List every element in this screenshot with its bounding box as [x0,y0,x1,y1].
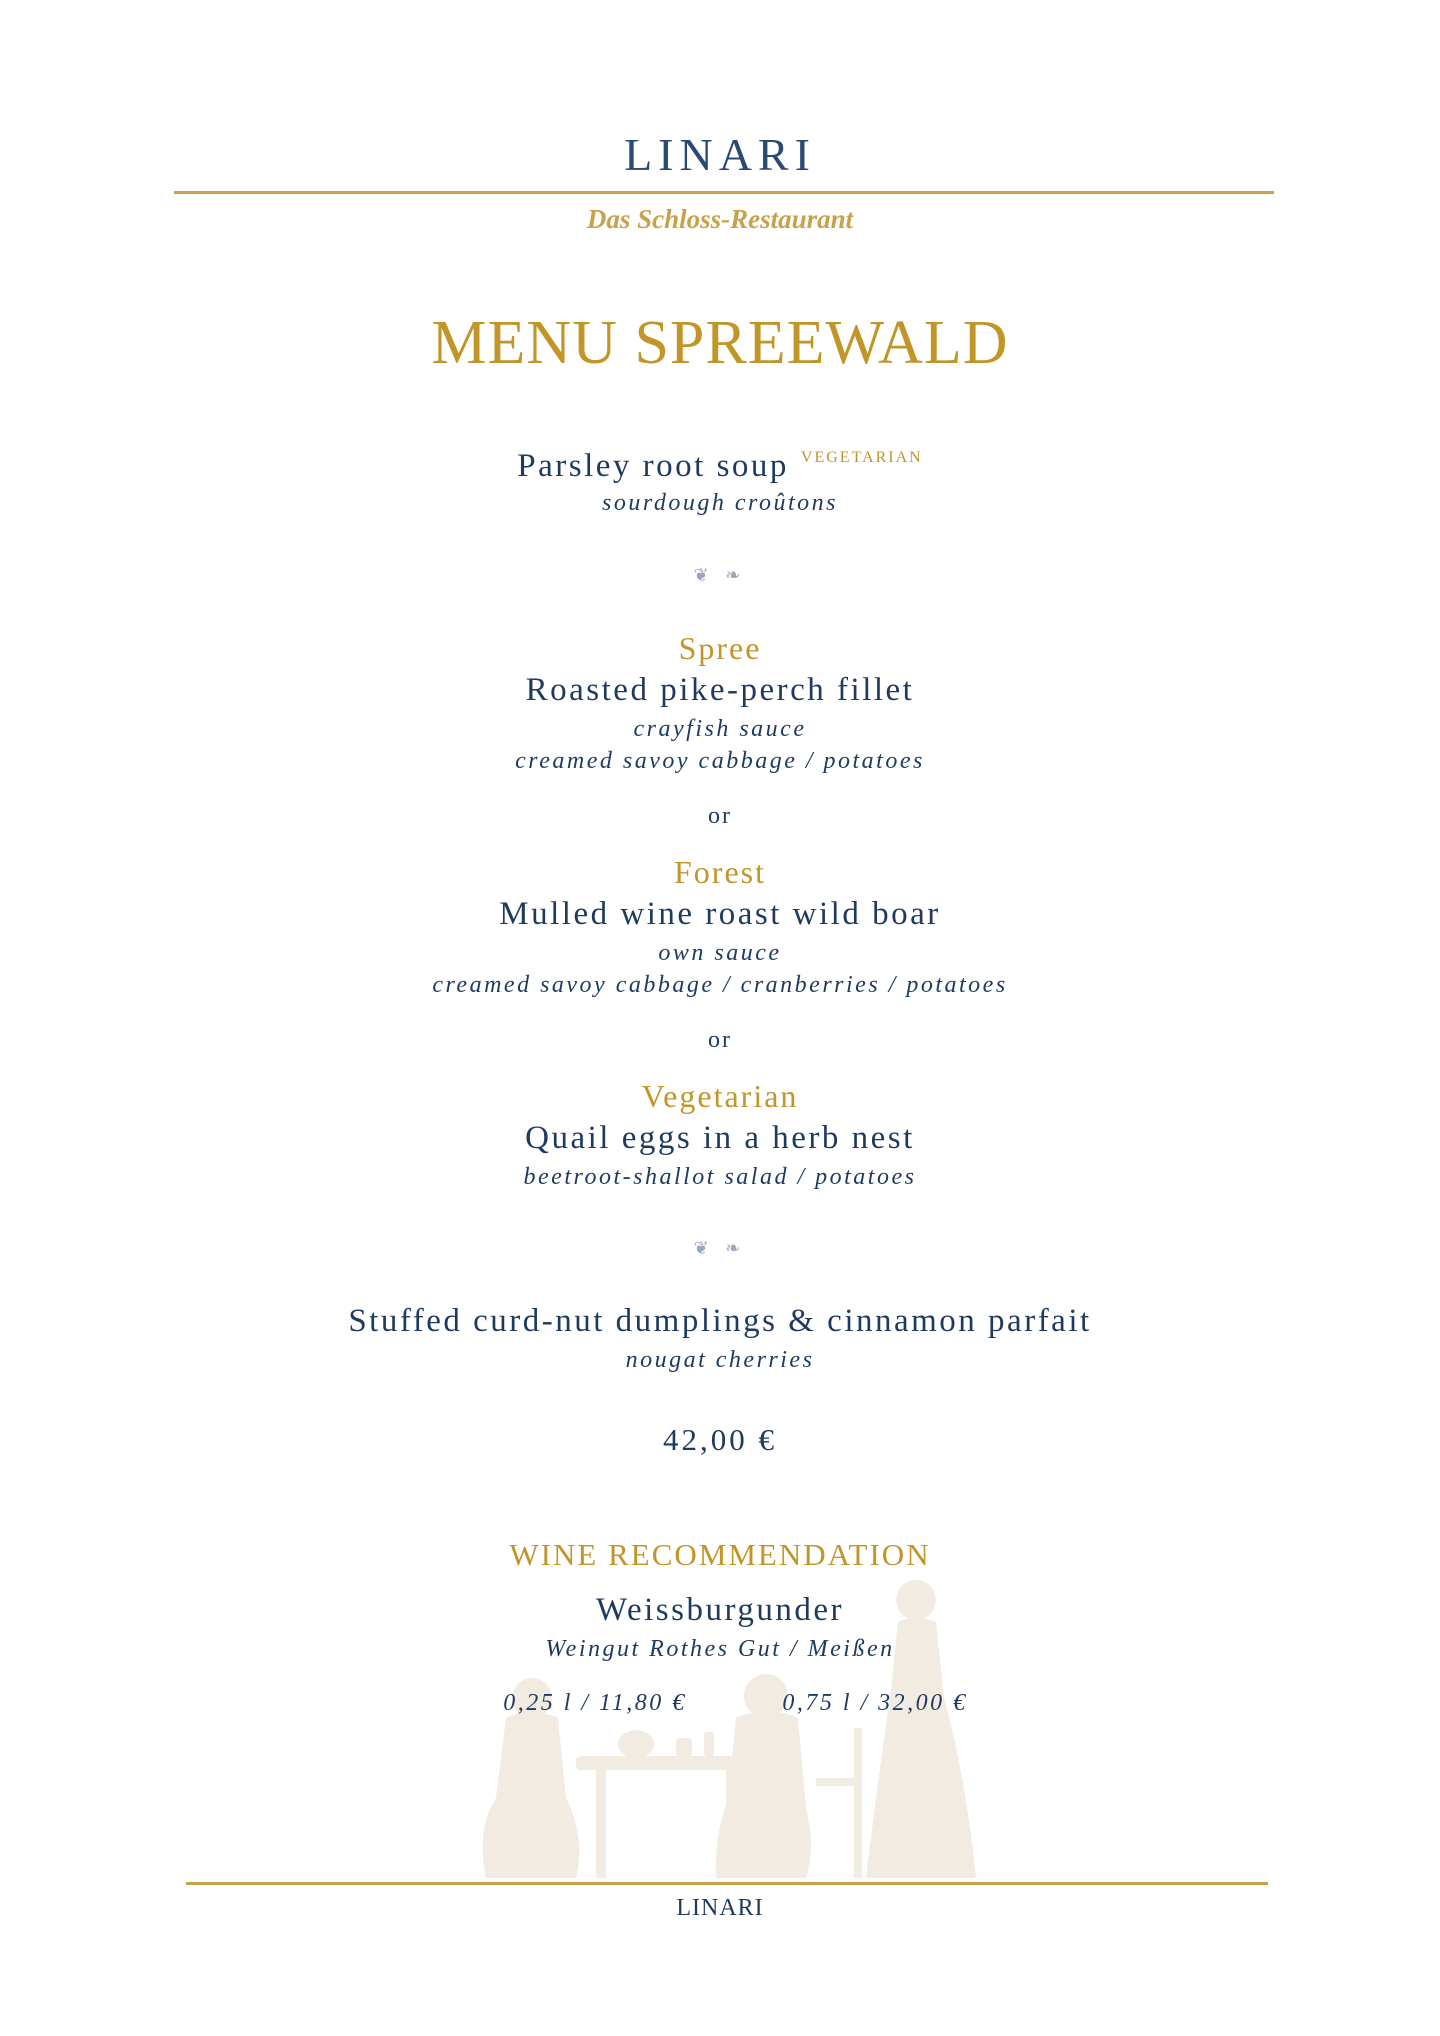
starter-heading [0,448,1440,485]
or-separator: or [708,1027,732,1053]
or-separator: or [708,803,732,829]
menu-price: 42,00 € [663,1422,777,1457]
wine-glass-price: 0,25 l / 11,80 € [503,1690,687,1716]
ornament-divider-2: ❦ ❧ [693,1238,747,1258]
header-divider [174,191,1274,194]
menu-title: MENU SPREEWALD [431,309,1009,377]
main-dish-name: Roasted pike-perch fillet [525,672,915,708]
wine-recommendation-heading: WINE RECOMMENDATION [509,1537,931,1572]
main-dish-description: crayfish sauce [633,716,807,742]
main-dish-description: creamed savoy cabbage / potatoes [515,748,925,774]
ornament-divider-1: ❦ ❧ [693,565,747,585]
dessert-name: Stuffed curd-nut dumplings & cinnamon parfait [348,1303,1092,1339]
section-forest: Forest [674,854,766,890]
footer-divider [186,1882,1268,1885]
section-vegetarian: Vegetarian [641,1078,799,1114]
main-dish-description: beetroot-shallot salad / potatoes [523,1164,917,1190]
main-dish-description: own sauce [658,940,782,966]
wine-producer: Weingut Rothes Gut / Meißen [545,1636,895,1662]
main-dish-name: Mulled wine roast wild boar [499,896,941,932]
dessert-description: nougat cherries [625,1347,815,1373]
wine-name: Weissburgunder [595,1592,845,1628]
footer-brand: LINARI [676,1895,764,1921]
restaurant-brand: LINARI [624,129,816,180]
section-spree: Spree [678,630,762,666]
starter-name: Parsley root soup [517,448,789,484]
starter-description: sourdough croûtons [602,490,838,516]
main-dish-name: Quail eggs in a herb nest [525,1120,915,1156]
main-dish-description: creamed savoy cabbage / cranberries / potatoes [432,972,1008,998]
vegetarian-tag: VEGETARIAN [800,449,923,466]
restaurant-subtitle: Das Schloss-Restaurant [586,204,854,234]
wine-bottle-price: 0,75 l / 32,00 € [782,1690,968,1716]
